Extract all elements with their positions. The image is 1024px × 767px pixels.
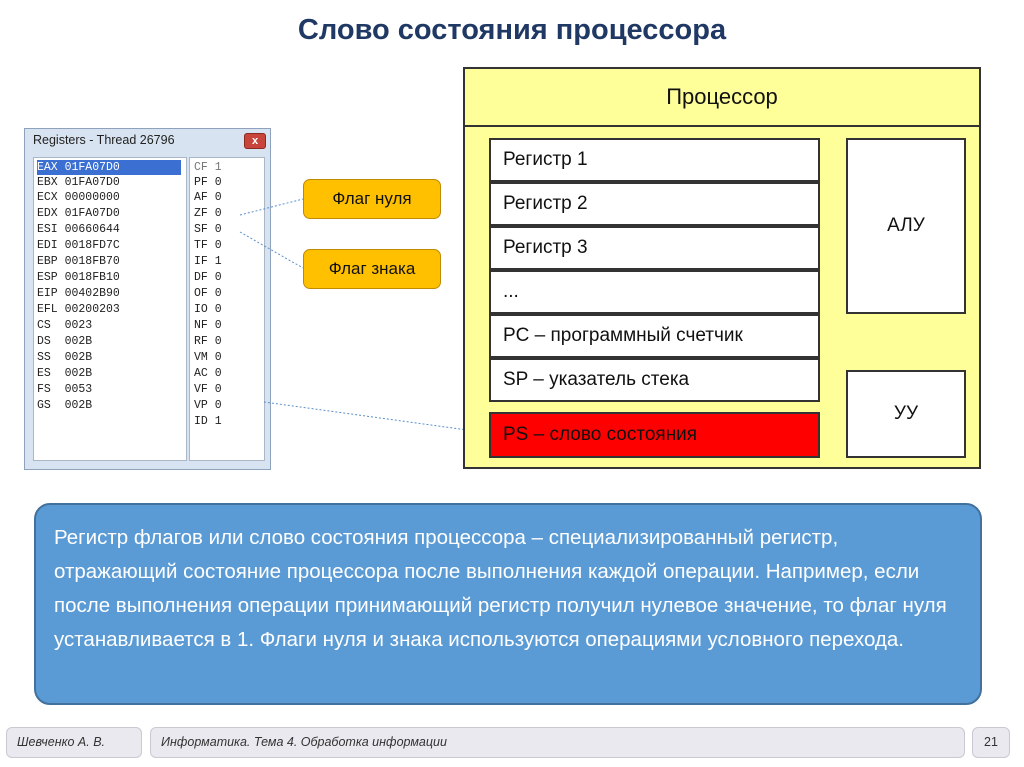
flag-row[interactable]: IO 0: [194, 303, 222, 316]
flag-row[interactable]: AC 0: [194, 367, 222, 380]
register-row[interactable]: EBX 01FA07D0: [37, 176, 120, 189]
flag-row[interactable]: OF 0: [194, 287, 222, 300]
flag-row[interactable]: ID 1: [194, 415, 222, 428]
zero-flag-callout: Флаг нуля: [303, 179, 441, 219]
processor-register-3: Регистр 3: [489, 226, 820, 270]
flag-row[interactable]: NF 0: [194, 319, 222, 332]
flag-row[interactable]: TF 0: [194, 239, 222, 252]
register-row[interactable]: ES 002B: [37, 367, 93, 380]
processor-register-ellipsis: ...: [489, 270, 820, 314]
register-row[interactable]: EFL 00200203: [37, 303, 120, 316]
control-unit-block: УУ: [846, 370, 966, 458]
register-row[interactable]: DS 002B: [37, 335, 93, 348]
footer-course: Информатика. Тема 4. Обработка информации: [150, 727, 965, 758]
processor-header: Процессор: [463, 67, 981, 127]
register-row[interactable]: GS 002B: [37, 399, 93, 412]
register-row[interactable]: FS 0053: [37, 383, 93, 396]
registers-window-title: Registers - Thread 26796: [33, 133, 175, 147]
register-row[interactable]: EIP 00402B90: [37, 287, 120, 300]
processor-register-pc: PC – программный счетчик: [489, 314, 820, 358]
register-row[interactable]: ESI 00660644: [37, 223, 120, 236]
register-row[interactable]: ESP 0018FB10: [37, 271, 120, 284]
footer-author: Шевченко А. В.: [6, 727, 142, 758]
page-number: 21: [972, 727, 1010, 758]
flag-row[interactable]: AF 0: [194, 191, 222, 204]
register-row[interactable]: ECX 00000000: [37, 191, 120, 204]
slide-title: Слово состояния процессора: [297, 14, 727, 46]
register-row[interactable]: EAX 01FA07D0: [37, 160, 181, 175]
processor-register-2: Регистр 2: [489, 182, 820, 226]
register-row[interactable]: EDX 01FA07D0: [37, 207, 120, 220]
zero-flag-connector: [240, 199, 303, 215]
flag-row[interactable]: VF 0: [194, 383, 222, 396]
description-box: Регистр флагов или слово состояния процессора – специализированный регистр, отражающий состояние процессора после выполнения каждой операции. Например, если после выполнения операции принимающий регистр получил нулевое значение, то флаг нуля устанавливается в 1. Флаги нуля и знака используются операциями условного перехода.: [34, 503, 982, 705]
register-row[interactable]: CS 0023: [37, 319, 93, 332]
register-row[interactable]: EBP 0018FB70: [37, 255, 120, 268]
flag-row[interactable]: IF 1: [194, 255, 222, 268]
flag-row[interactable]: PF 0: [194, 176, 222, 189]
flag-row[interactable]: RF 0: [194, 335, 222, 348]
sign-flag-callout: Флаг знака: [303, 249, 441, 289]
register-row[interactable]: SS 002B: [37, 351, 93, 364]
close-button[interactable]: x: [244, 133, 266, 149]
processor-register-1: Регистр 1: [489, 138, 820, 182]
flag-row[interactable]: ZF 0: [194, 207, 222, 220]
flag-row[interactable]: SF 0: [194, 223, 222, 236]
register-row[interactable]: EDI 0018FD7C: [37, 239, 120, 252]
flag-row[interactable]: VP 0: [194, 399, 222, 412]
flag-row[interactable]: VM 0: [194, 351, 222, 364]
alu-block: АЛУ: [846, 138, 966, 314]
sign-flag-connector: [240, 232, 303, 268]
processor-register-sp: SP – указатель стека: [489, 358, 820, 402]
ps-connector: [264, 402, 489, 433]
flag-row[interactable]: CF 1: [194, 161, 222, 174]
processor-register-ps: PS – слово состояния: [489, 412, 820, 458]
flag-row[interactable]: DF 0: [194, 271, 222, 284]
